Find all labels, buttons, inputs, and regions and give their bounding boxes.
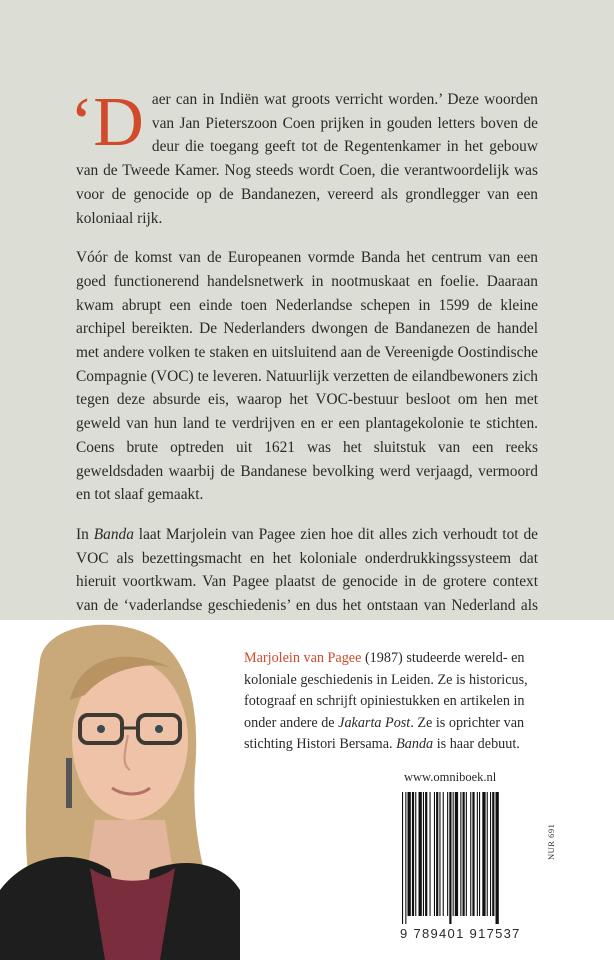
p3-c: laat Marjolein van Pagee zien hoe dit alles zich verhoudt tot de VOC als bezettingsmacht en het koloniale onderdrukkingssysteem dat hieruit voortkwam. Van Pagee plaatst de genocide in de grotere context van de ‘vaderlandse geschiedenis’ en dus het ontstaan van Nederland als	[76, 525, 538, 615]
drop-cap: ‘D	[70, 84, 144, 161]
author-panel	[0, 620, 614, 960]
blurb-paragraph-2: Vóór de komst van de Europeanen vormde Banda het centrum van een goed functionerend handelsnetwerk in nootmuskaat en foelie. Daaraan kwam abrupt een einde toen Nederlandse schepen in 1599 de kleine archipel bereikten. De Nederlanders dwongen de Bandanezen de handel met andere volken te staken en uitsluitend aan de Vereenigde Oostindische Compagnie (VOC) te leveren. Natuurlijk verzetten de eilandbewoners zich tegen deze absurde eis, waarop het VOC-bestuur besloot om hen met geweld van hun land te verdrijven en er een plantagekolonie te stichten. Coens brute optreden uit 1621 was het sluitstuk van een reeks geweldsdaden waarbij de Bandanese bevolking werd verjaagd, vermoord en tot slaaf gemaakt.	[76, 249, 538, 504]
author-bio	[244, 648, 544, 756]
blurb-paragraph-1	[70, 84, 538, 230]
isbn-digits: 9 789401 917537	[400, 926, 521, 941]
blurb-text	[70, 84, 538, 657]
publisher-url[interactable]: www.omniboek.nl	[404, 770, 497, 784]
nur-code: NUR 691	[546, 823, 556, 860]
bio-text-3: is haar debuut.	[433, 736, 520, 752]
p3-a: In	[76, 525, 94, 543]
bio-text-2: . Ze is oprichter van stichting Histori Bersama.	[244, 714, 525, 752]
isbn-barcode	[400, 792, 538, 924]
bio-text-1: (1987) studeerde wereld- en koloniale geschiedenis in Leiden. Ze is historicus, fotograaf en schrijft opiniestukken en artikelen in onder andere de	[244, 650, 528, 731]
blurb-paragraph-1-text: aer can in Indiën wat groots verricht worden.’ Deze woorden van Jan Pieterszoon Coen prijken in gouden letters boven de deur die toegang geeft tot de Regentenkamer in het gebouw van de Tweede Kamer. Nog steeds wordt Coen, die verantwoordelijk was voor de genocide op de Bandanezen, vereerd als grondlegger van een koloniaal rijk.	[76, 91, 538, 227]
author-photo	[0, 620, 240, 960]
p3-title: Banda	[93, 525, 134, 543]
author-name: Marjolein van Pagee	[244, 650, 362, 666]
bio-book-title: Banda	[396, 736, 434, 752]
bio-publication: Jakarta Post	[338, 714, 411, 731]
